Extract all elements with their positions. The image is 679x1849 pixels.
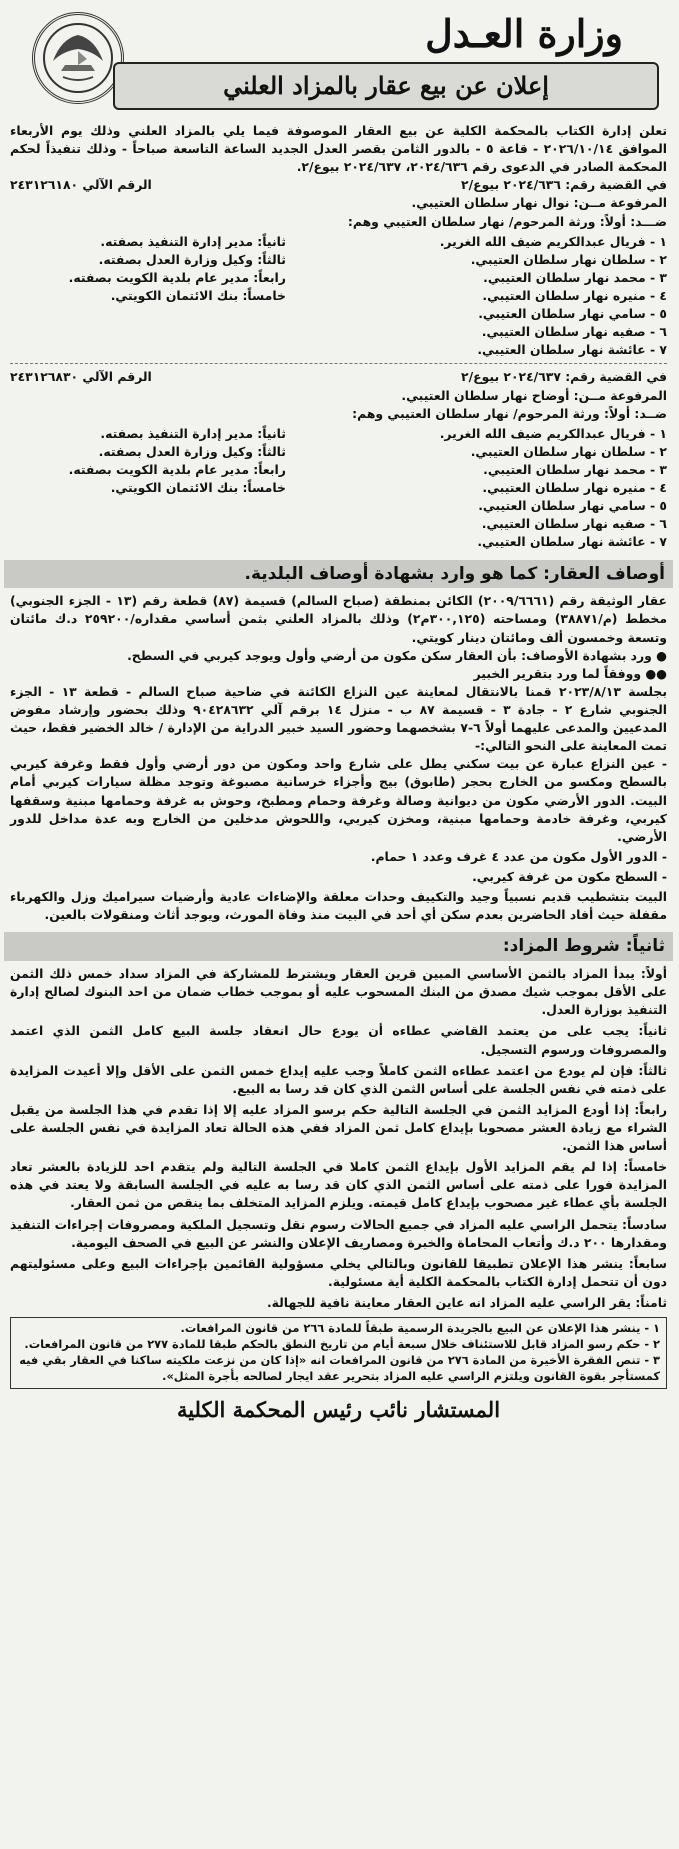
list-item: رابعاً: مدير عام بلدية الكويت بصفته. [68,461,286,477]
list-item: ٦ - صفيه نهار سلطان العتيبي. [481,324,667,340]
expert-report: بجلسة ٢٠٢٣/٨/١٣ قمنا بالانتقال لمعاينة عين النزاع الكائنة في ضاحية صباح السالم - قطعة ١٣ - الجزء الجنوبي شارع ٢ - جادة ٣ - قسيمة ٨٧ ب - منزل ١٤ برقم آلي ٩٠٤٢٨٦٣٢ وذلك بحضور وإرشاد مفوض المدعيين والمدعى عليهما أولاً ٦-٧ بشخصهما وحضور السيد خبير الدراية من الإدارة / خالد الخضير فقط، حيث تمت المعاينة على النحو التالي:- [10,683,667,754]
divider [10,363,667,364]
property-item: - عين النزاع عبارة عن بيت سكني يطل على شارع واحد ومكون من دور أرضي وأول فقط وغرفة كيربي بالسطح ومكسو من الخارج بحجر (طابوق) بيج وأجزاء خرسانية مصبوغة وتوجد مظلة سيارات كيربي أمام البيت. الدور الأرضي مكون من ديوانية وصالة وغرفة وحمام ومطبخ، وحوش به غرفة وحمامها مبنية وسقفها كيربي، وغرفة خادمة وحمامها مبنية، ومخزن كيربي، واللحوش مدخلين من الخارج وبه عدة مداخل للدور الأرضي. [10,756,667,844]
condition-item: ثانياً: يجب على من يعتمد القاضي عطاءه أن يودع حال انعقاد جلسة البيع كامل الثمن الذي اعتمد والمصروفات ورسوم التسجيل. [10,1023,667,1057]
conditions-heading: ثانياً: شروط المزاد: [4,932,673,961]
property-item: - الدور الأول مكون من عدد ٤ غرف وعدد ١ حمام. [370,848,667,864]
case-1-parties [10,233,667,360]
list-item: ثانياً: مدير إدارة التنفيذ بصفته. [100,425,286,441]
ministry-title: وزارة العـدل [425,11,623,56]
intro-paragraph: تعلن إدارة الكتاب بالمحكمة الكلية عن بيع العقار الموصوفة فيما يلي بالمزاد العلني وذلك يوم الأربعاء الموافق ٢٠٢٦/١٠/١٤ - قاعة ٥ - بالدور الثامن بقصر العدل الجديد الساعة التاسعة صباحاً - وذلك تنفيذاً لحكم المحكمة الصادر في الدعوى رقم ٢٠٢٤/٦٣٦، ٢٠٢٤/٦٣٧ بيوع/٢. [10,123,668,175]
case-2 [10,368,667,551]
property-bullet-1: ● ورد بشهادة الأوصاف: بأن العقار سكن مكون من أرضي وأول ويوجد كيربي في السطح. [127,647,667,663]
property-item: - السطح مكون من غرفة كيربي. [472,868,667,884]
list-item: ٤ - منيره نهار سلطان العتيبي. [482,287,667,303]
list-item: ٢ - سلطان نهار سلطان العتيبي. [470,251,667,267]
list-item: رابعاً: مدير عام بلدية الكويت بصفته. [68,269,286,285]
notice-banner: إعلان عن بيع عقار بالمزاد العلني [113,62,659,110]
case-2-auto-number: الرقم الآلي ٢٤٣١٢٦٨٣٠ [10,369,152,385]
list-item: ٥ - سامي نهار سلطان العتيبي. [478,306,667,322]
case-1-other-defendants [10,233,286,360]
list-item: ثالثاً: وكيل وزارة العدل بصفته. [98,251,286,267]
case-2-heirs-list [299,425,667,552]
footnote-item: ٣ - تنص الفقرة الأخيرة من المادة ٢٧٦ من قانون المرافعات انه «إذا كان من نزعت ملكيته ساكنا في العقار بقي فيه كمستأجر بقوة القانون ويلتزم الراسي عليه المزاد بتحرير عقد ايجار لصالحه بأجرة المثل». [19,1353,660,1383]
signature: المستشار نائب رئيس المحكمة الكلية [176,1396,501,1422]
case-2-number: في القضية رقم: ٢٠٢٤/٦٣٧ بيوع/٢ [461,369,667,385]
case-2-other-defendants [10,425,286,552]
list-item: ثالثاً: وكيل وزارة العدل بصفته. [98,443,286,459]
condition-item: ثالثاً: فإن لم يودع من اعتمد عطاءه الثمن كاملاً وجب عليه إيداع خمس الثمن على الأقل وإلا أعيدت المزايدة على ذمته في نفس الجلسة على أساس الثمن الذي كان قد رسا به البيع. [10,1062,667,1096]
case-1-number: في القضية رقم: ٢٠٢٤/٦٣٦ بيوع/٢ [461,177,667,193]
case-2-numbers [10,368,667,386]
list-item: ٧ - عائشة نهار سلطان العتيبي. [477,534,667,550]
list-item: خامساً: بنك الائتمان الكويتي. [110,287,286,303]
property-document: عقار الوثيقة رقم (٢٠٠٩/٦٦٦١) الكائن بمنطقة (صباح السالم) قسيمة (٨٧) قطعة رقم (١٣ - الجزء الجنوبي) مخطط (م/٣٨٨٧١) ومساحته (٣٠٠,١٢٥م٢) وذلك بالمزاد العلني بثمن أساسي مقداره/٢٥٩٢٠٠ د.ك مائتان وتسعة وخمسون ألف ومائتان دينار كويتي. [10,593,668,645]
kuwait-emblem-icon [32,12,124,104]
case-1 [10,176,667,359]
list-item: ٢ - سلطان نهار سلطان العتيبي. [470,443,667,459]
property-heading: أوصاف العقار: كما هو وارد بشهادة أوصاف البلدية. [4,560,673,589]
list-item: ١ - فريال عبدالكريم ضيف الله الغرير. [439,425,667,441]
condition-item: أولاً: يبدأ المزاد بالثمن الأساسي المبين قرين العقار ويشترط للمشاركة في المزاد سداد خمس ذلك الثمن على الأقل بموجب شيك مصدق من البنك المسحوب عليه أو بموجب خطاب ضمان من احد البنوك لصالح إدارة التنفيذ بوزارة العدل. [10,966,667,1018]
property-item: البيت بتشطيب قديم نسبياً وجيد والتكييف وحدات معلقة والإضاءات عادية وأرضيات سيراميك وزل والكهرباء مقفلة حيث أفاد الحاضرين بعدم سكن أي أحد في البيت منذ وفاة المورث، ويوجد أثاث ومنقولات بالعين. [10,889,667,923]
list-item: ثانياً: مدير إدارة التنفيذ بصفته. [100,233,286,249]
list-item: ١ - فريال عبدالكريم ضيف الله الغرير. [439,233,667,249]
list-item: ٥ - سامي نهار سلطان العتيبي. [478,498,667,514]
condition-item: سادساً: يتحمل الراسي عليه المزاد في جميع الحالات رسوم نقل وتسجيل الملكية ومصروفات إجراءات التنفيذ ومقدارها ٢٠٠ د.ك وأتعاب المحاماة والخبرة ومصاريف الإعلان والنشر عن البيع في الصحف اليومية. [10,1216,667,1250]
list-item: ٣ - محمد نهار سلطان العتيبي. [483,461,667,477]
header [10,6,667,116]
condition-item: خامساً: إذا لم يقم المزايد الأول بإيداع الثمن كاملا في الجلسة التالية ولم يتقدم احد للزيادة بالعشر تعاد المزايدة فورا على ذمته على أساس الثمن الذي كان قد رسا به عليه في الجلسة السابقة ولا يعتد في هذه الجلسة بأي عطاء غير مصحوب بإيداع كامل قيمته. ويلزم المزايد المتخلف بما ينقص من ثمن العقار. [10,1159,667,1211]
list-item: خامساً: بنك الائتمان الكويتي. [110,480,286,496]
footnote-item: ٢ - حكم رسو المزاد قابل للاستئناف خلال سبعة أيام من تاريخ النطق بالحكم طبقا للمادة ٢٧٧ من قانون المرافعات. [24,1337,660,1352]
list-item: ٦ - صفيه نهار سلطان العتيبي. [481,516,667,532]
falcon-emblem-icon [41,21,115,95]
list-item: ٣ - محمد نهار سلطان العتيبي. [483,269,667,285]
case-2-parties [10,425,667,552]
case-2-plaintiff: المرفوعة مــن: أوضاح نهار سلطان العتيبي. [401,387,667,403]
list-item: ٧ - عائشة نهار سلطان العتيبي. [477,342,667,358]
case-1-plaintiff: المرفوعة مــن: نوال نهار سلطان العتيبي. [411,195,667,211]
case-1-against: ضـــد: أولاً: ورثة المرحوم/ نهار سلطان العتيبي وهم: [347,213,667,229]
case-2-against: ضــد: أولاً: ورثة المرحوم/ نهار سلطان العتيبي وهم: [352,405,667,421]
case-1-heirs-list [299,233,667,360]
condition-item: رابعاً: إذا أودع المزايد الثمن في الجلسة التالية حكم برسو المزاد عليه إلا إذا تقدم في هذا الجلسة من يقبل الشراء مع زيادة العشر مصحوبا بإيداع كامل ثمن المزاد ففي هذه الحالة تعاد المزايدة في نفس الجلسة على أساس هذا الثمن. [10,1101,667,1154]
condition-item: سابعاً: ينشر هذا الإعلان تطبيقا للقانون وبالتالي يخلي مسؤولية القائمين بإجراءات البيع وعلى مسئوليتهم دون أن تتحمل إدارة الكتاب بالمحكمة الكلية أية مسئولية. [10,1255,667,1289]
footnote-item: ١ - ينشر هذا الإعلان عن البيع بالجريدة الرسمية طبقاً للمادة ٢٦٦ من قانون المرافعات. [180,1321,660,1336]
condition-item: ثامناً: يقر الراسي عليه المزاد انه عاين العقار معاينة نافية للجهالة. [266,1294,667,1310]
case-1-numbers [10,176,667,194]
property-bullet-2: ●● ووفقاً لما ورد بتقرير الخبير [473,665,667,681]
footnotes-box [10,1317,667,1389]
list-item: ٤ - منيره نهار سلطان العتيبي. [482,480,667,496]
case-1-auto-number: الرقم الآلي ٢٤٣١٢٦١٨٠ [10,177,152,193]
